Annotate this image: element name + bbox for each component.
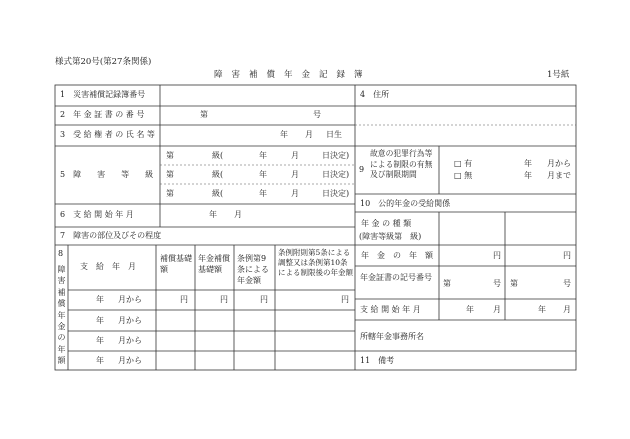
amount-row-year: 年: [96, 316, 104, 325]
article9-header: 条例第9条による年金額: [237, 254, 269, 285]
row1-label: 1 災害補償記録簿番号: [60, 90, 146, 99]
start-month-1: 月: [493, 305, 501, 314]
row5-decided: 日決定): [322, 151, 350, 160]
row10-label: 10 公的年金の受給関係: [360, 199, 451, 208]
row5-kyu: 級(: [212, 170, 224, 179]
restriction-no-checkbox[interactable]: □ 無: [454, 171, 473, 180]
row7-label: 7 障害の部位及びその程度: [60, 231, 162, 240]
row2-prefix: 第: [200, 110, 208, 119]
row5-year: 年: [259, 170, 267, 179]
row5-dai: 第: [166, 170, 174, 179]
row6-month: 月: [234, 210, 242, 219]
cert-go-2: 号: [563, 279, 571, 288]
sheet-number: 1号紙: [547, 70, 570, 80]
start-month-2: 月: [563, 305, 571, 314]
row9-label: 故意の犯罪行為等による制限の有無及び制限期間: [370, 149, 433, 179]
row5-month: 月: [291, 170, 299, 179]
row5-label: 5 障 害 等 級: [60, 170, 154, 179]
row5-month: 月: [291, 151, 299, 160]
row8-vertical-label: 障害補償年金の年額: [57, 265, 66, 366]
pension-amount-yen-2: 円: [563, 251, 571, 260]
row3-year: 年: [280, 130, 288, 139]
row8-number: 8: [58, 249, 64, 258]
row9-from-month: 月から: [547, 159, 571, 168]
amount-row-month: 月から: [118, 356, 142, 365]
cert-go-1: 号: [493, 279, 501, 288]
amount-row-year: 年: [96, 295, 104, 304]
row3-month: 月: [305, 130, 313, 139]
cert-dai-1: 第: [443, 279, 451, 288]
row5-month: 月: [291, 189, 299, 198]
row9-number: 9: [359, 165, 365, 174]
amount-row-year: 年: [96, 336, 104, 345]
row5-dai: 第: [166, 189, 174, 198]
amount-row-yen: 円: [341, 295, 349, 304]
row4-label: 4 住所: [360, 90, 390, 99]
row5-kyu: 級(: [212, 189, 224, 198]
row5-kyu: 級(: [212, 151, 224, 160]
pension-kind-label: 年 金 の 種 類: [361, 219, 412, 228]
pension-base-header: 年金補償基礎額: [198, 254, 230, 274]
row5-year: 年: [259, 189, 267, 198]
period-header: 支 給 年 月: [80, 262, 136, 271]
start-year-1: 年: [466, 305, 474, 314]
row5-decided: 日決定): [322, 189, 350, 198]
row3-label: 3 受 給 権 者 の 氏 名 等: [60, 130, 155, 139]
start-year-2: 年: [538, 305, 546, 314]
row2-label: 2 年 金 証 書 の 番 号: [60, 110, 145, 119]
amount-row-yen: 円: [180, 295, 188, 304]
pension-kind-sub: (障害等級第 級): [359, 232, 422, 241]
cert-dai-2: 第: [510, 279, 518, 288]
amount-row-month: 月から: [118, 316, 142, 325]
page-title: 障害補償年金記録簿: [214, 70, 372, 80]
amount-row-month: 月から: [118, 295, 142, 304]
amount-row-month: 月から: [118, 336, 142, 345]
row5-dai: 第: [166, 151, 174, 160]
row11-label: 11 備考: [360, 356, 395, 365]
pension-amount-label: 年 金 の 年 額: [361, 251, 433, 260]
row6-label: 6 支 給 開 始 年 月: [60, 210, 134, 219]
row5-year: 年: [259, 151, 267, 160]
row9-to-month: 月まで: [547, 171, 571, 180]
row5-decided: 日決定): [322, 170, 350, 179]
start-month-label: 支 給 開 始 年 月: [360, 305, 421, 314]
base-header: 補償基礎額: [160, 254, 192, 274]
amount-row-yen: 円: [260, 295, 268, 304]
cert-number-label: 年金証書の記号番号: [360, 273, 432, 282]
form-number: 様式第20号(第27条関係): [55, 57, 152, 67]
pension-amount-yen-1: 円: [493, 251, 501, 260]
row9-from-year: 年: [524, 159, 532, 168]
row6-year: 年: [209, 210, 217, 219]
row3-day: 日生: [326, 130, 342, 139]
restriction-yes-checkbox[interactable]: □ 有: [454, 159, 473, 168]
office-label: 所轄年金事務所名: [360, 332, 424, 341]
row2-suffix: 号: [313, 110, 321, 119]
amount-row-yen: 円: [220, 295, 228, 304]
article10-header: 条例附則第5条による調整又は条例第10条による制限後の年金額: [278, 248, 353, 277]
amount-row-year: 年: [96, 356, 104, 365]
row9-to-year: 年: [524, 171, 532, 180]
